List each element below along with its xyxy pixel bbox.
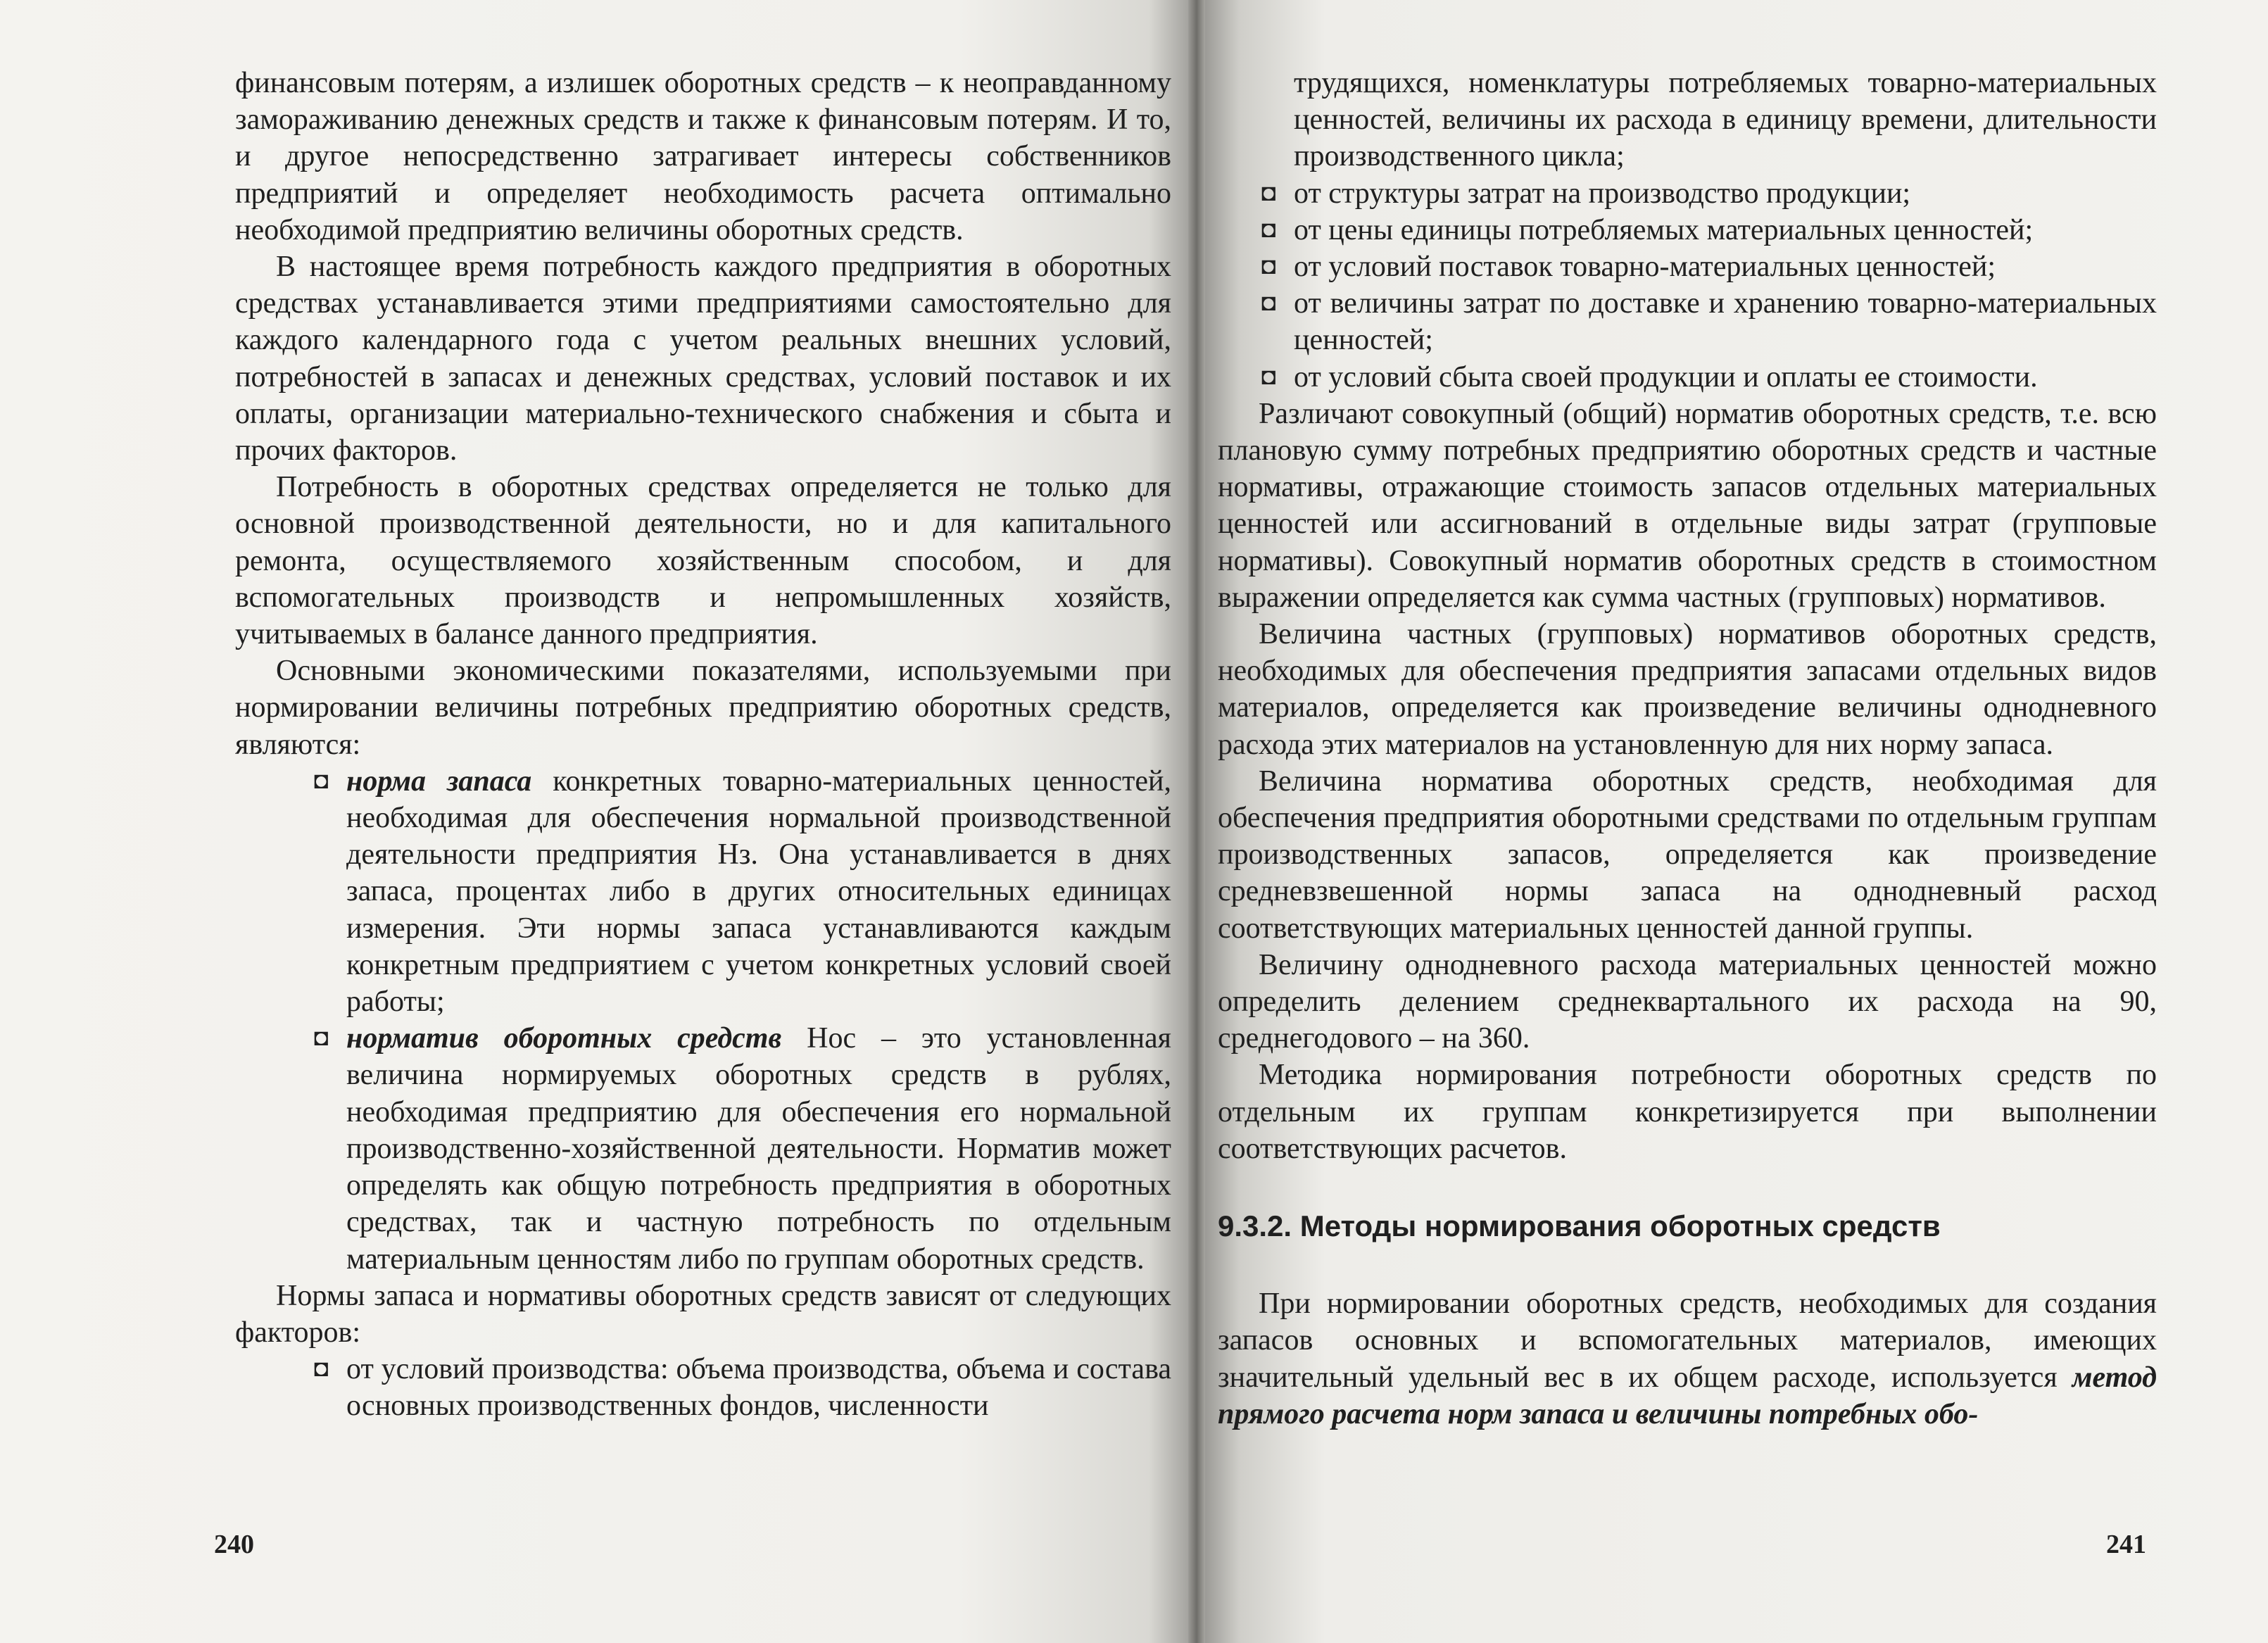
- bullet-text: Ноc – это установленная величина нормируемых оборотных средств в рублях, необходимая предприятию для обеспечения его нормальной производственно-хозяйственной деятельности. Норматив может определять как общую потребность предприятия в оборотных средствах, так и частную потребность по отдельным материальным ценностям либо по группам оборотных средств.: [346, 1022, 1171, 1276]
- square-bullet-icon: ◘: [1261, 363, 1276, 390]
- bullet-text: от условий сбыта своей продукции и оплаты ее стоимости.: [1294, 360, 2038, 394]
- list-item: [1261, 359, 2157, 396]
- paragraph: Основными экономическими показателями, используемыми при нормировании величины потребных предприятию оборотных средств, являются:: [235, 655, 1171, 761]
- paragraph-text: При нормировании оборотных средств, необходимых для создания запасов основных и вспомогательных материалов, имеющих значительный удельный вес в их общем расходе, используется: [1218, 1288, 2157, 1394]
- bullet-text: конкретных товарно-материальных ценностей, необходимая для обеспечения нормальной производственной деятельности предприятия Нз. Она устанавливается в днях запаса, процентах либо в других относительных единицах измерения. Эти нормы запаса устанавливаются каждым конкретным предприятием с учетом конкретных условий своей работы;: [346, 764, 1171, 1019]
- term: метод прямого расчета норм запаса и величины потребных обо-: [1218, 1361, 2157, 1430]
- paragraph: Потребность в оборотных средствах определяется не только для основной производственной деятельности, но и для капитального ремонта, осуществляемого хозяйственным способом, и для вспомогательных производств и непромышленных хозяйств, учитываемых в балансе данного предприятия.: [235, 471, 1171, 651]
- list-item: [314, 763, 1171, 1020]
- list-item: [1261, 212, 2157, 248]
- right-page-text: [1218, 65, 2157, 1433]
- paragraph: Методика нормирования потребности оборотных средств по отдельным их группам конкретизируется при выполнении соответствующих расчетов.: [1218, 1059, 2157, 1165]
- square-bullet-icon: ◘: [314, 1356, 329, 1383]
- bullet-text: трудящихся, номенклатуры потребляемых товарно-материальных ценностей, величины их расхода в единицу времени, длительности производственного цикла;: [1294, 67, 2157, 173]
- list-item: [1261, 285, 2157, 358]
- list-item-continuation: [1261, 65, 2157, 175]
- term: норматив оборотных средств: [346, 1022, 782, 1055]
- square-bullet-icon: ◘: [1261, 290, 1276, 317]
- square-bullet-icon: ◘: [1261, 216, 1276, 243]
- paragraph: финансовым потерям, а излишек оборотных средств – к неоправданному замораживанию денежных средств и также к финансовым потерям. И то, и другое непосредственно затрагивает интересы собственников предприятий и определяет необходимость расчета оптимально необходимой предприятию величины оборотных средств.: [235, 67, 1171, 246]
- term: норма запаса: [346, 764, 532, 798]
- square-bullet-icon: ◘: [1261, 180, 1276, 206]
- list-item: [1261, 248, 2157, 285]
- paragraph: Нормы запаса и нормативы оборотных средств зависят от следующих факторов:: [235, 1279, 1171, 1349]
- bullet-text: от цены единицы потребляемых материальных ценностей;: [1294, 213, 2034, 246]
- left-page-text: [235, 65, 1171, 1425]
- bullet-text: от условий производства: объема производства, объема и состава основных производственных фондов, численности: [346, 1353, 1171, 1423]
- list-item: [1261, 175, 2157, 212]
- page-number: 241: [2106, 1530, 2146, 1559]
- paragraph: В настоящее время потребность каждого предприятия в оборотных средствах устанавливается этими предприятиями самостоятельно для каждого календарного года с учетом реальных внешних условий, потребностей в запасах и денежных средствах, условий поставок и их оплаты, организации материально-технического снабжения и сбыта и прочих факторов.: [235, 251, 1171, 467]
- paragraph: [1218, 1285, 2157, 1433]
- book-gutter: [1188, 0, 1205, 1643]
- paragraph: Величину однодневного расхода материальных ценностей можно определить делением среднеквартального их расхода на 90, среднегодового – на 360.: [1218, 948, 2157, 1055]
- bullet-text: от структуры затрат на производство продукции;: [1294, 177, 1911, 210]
- page-number: 240: [214, 1530, 254, 1559]
- square-bullet-icon: ◘: [314, 1025, 329, 1052]
- paragraph: Величина частных (групповых) нормативов оборотных средств, необходимых для обеспечения предприятия запасами отдельных видов материалов, определяется как произведение величины однодневного расхода этих материалов на установленную для них норму запаса.: [1218, 618, 2157, 761]
- section-heading: 9.3.2. Методы нормирования оборотных средств: [1218, 1209, 1941, 1243]
- paragraph: Величина норматива оборотных средств, необходимая для обеспечения предприятия оборотными средствами по отдельным группам производственных запасов, определяется как произведение средневзвешенной нормы запаса на однодневный расход соответствующих материальных ценностей данной группы.: [1218, 764, 2157, 945]
- bullet-text: от величины затрат по доставке и хранению товарно-материальных ценностей;: [1294, 287, 2157, 357]
- square-bullet-icon: ◘: [314, 767, 329, 794]
- paragraph: Различают совокупный (общий) норматив оборотных средств, т.е. всю плановую сумму потребных предприятию оборотных средств и частные нормативы, отражающие стоимость запасов отдельных материальных ценностей или ассигнований в отдельные виды затрат (групповые нормативы). Совокупный норматив оборотных средств в стоимостном выражении определяется как сумма частных (групповых) нормативов.: [1218, 397, 2157, 614]
- square-bullet-icon: ◘: [1261, 253, 1276, 280]
- bullet-text: от условий поставок товарно-материальных ценностей;: [1294, 251, 1996, 284]
- list-item: [314, 1020, 1171, 1277]
- list-item: [314, 1351, 1171, 1424]
- right-page: [1197, 0, 2268, 1643]
